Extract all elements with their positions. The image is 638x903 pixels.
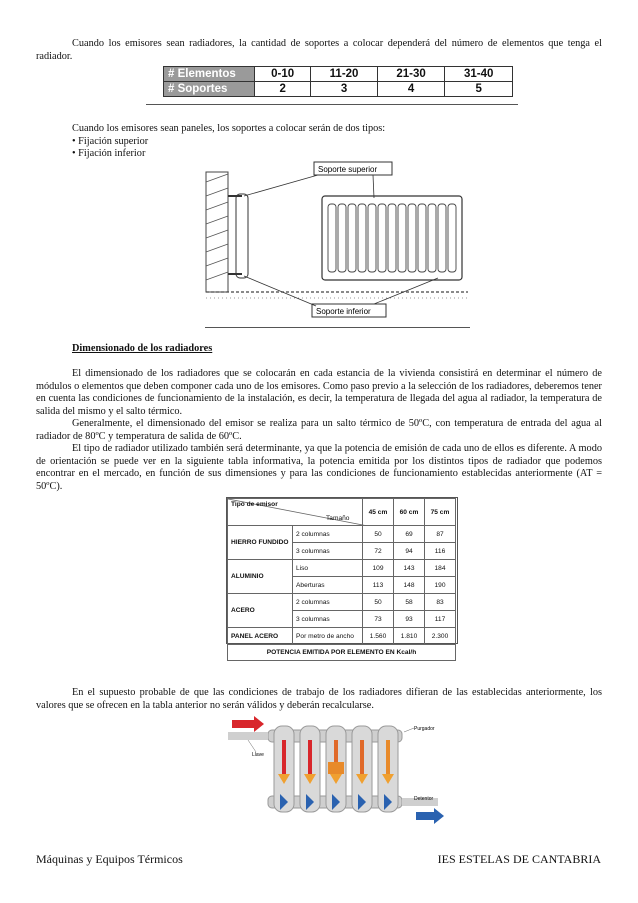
group-name: HIERRO FUNDIDO	[228, 526, 293, 560]
table-cell: 3	[311, 82, 377, 97]
column-header: 75 cm	[425, 499, 456, 526]
paragraph-radiator-type: El tipo de radiador utilizado también será determinante, ya que la potencia de emisión de cada uno de ellos es diferente. A modo de orientación se puede ver en la siguiente tabla informativa, la potencia emitida por los distintos tipos de radiador que podemos encontrar en el mercado, en función de sus dimensiones y para las condiciones de funcionamiento establecidas anteriormente (AT = 50ºC).	[36, 443, 602, 492]
cold-outlet-arrow	[416, 808, 444, 824]
paragraph-supports: Cuando los emisores sean radiadores, la cantidad de soportes a colocar dependerá del número de elementos que tenga el radiador.	[36, 38, 602, 62]
divider	[146, 104, 518, 105]
bullet-top: • Fijación superior	[72, 135, 149, 147]
table-footer-row	[228, 645, 456, 661]
table-cell: 11-20	[311, 67, 377, 82]
table-cell: 184	[425, 560, 456, 577]
table-footer: POTENCIA EMITIDA POR ELEMENTO EN Kcal/h	[228, 645, 456, 661]
table-cell: 1.810	[394, 628, 425, 645]
table-cell: # Soportes	[164, 82, 255, 97]
panels-intro: Cuando los emisores sean paneles, los soportes a colocar serán de dos tipos:	[72, 123, 386, 134]
section-heading: Dimensionado de los radiadores	[72, 343, 213, 354]
hot-inlet-arrow	[232, 716, 264, 732]
paragraph-dimensioning: El dimensionado de los radiadores que se colocarán en cada estancia de la vivienda consistirá en determinar el número de módulos o elementos que deben componer cada uno de los emisores. Como paso previo a la selección de los radiadores, deberemos tener en cuenta las condiciones de funcionamiento de la instalación, es decir, la temperatura de llegada del agua al radiador, la temperatura de salida del mismo y el salto térmico.	[36, 368, 602, 417]
table-cell: 116	[425, 543, 456, 560]
table-cell: 2.300	[425, 628, 456, 645]
label-bottom-support: Soporte inferior	[316, 307, 371, 316]
table-cell: 109	[363, 560, 394, 577]
footer-right: IES ESTELAS DE CANTABRIA	[437, 852, 601, 866]
label-valve: Llave	[252, 752, 264, 758]
table-cell: 143	[394, 560, 425, 577]
table-cell: 93	[394, 611, 425, 628]
table-cell: 1.560	[363, 628, 394, 645]
table-cell: 148	[394, 577, 425, 594]
table-cell: 72	[363, 543, 394, 560]
row-label: Liso	[293, 560, 363, 577]
panel-supports-diagram	[198, 158, 476, 330]
radiator-flow-diagram	[228, 716, 448, 826]
heat-box	[328, 762, 344, 774]
row-label: 2 columnas	[293, 594, 363, 611]
paragraph-recalculate: En el supuesto probable de que las condiciones de trabajo de los radiadores difieran de las establecidas anteriormente, los valores que se ofrecen en la tabla anterior no serán válidos y deberán recalcularse.	[36, 687, 602, 711]
table-row	[228, 594, 456, 611]
row-label: Aberturas	[293, 577, 363, 594]
footer-left: Máquinas y Equipos Térmicos	[36, 852, 183, 866]
table-row	[228, 560, 456, 577]
row-label: Por metro de ancho	[293, 628, 363, 645]
table-cell: 50	[363, 594, 394, 611]
paragraph-thermal-jump: Generalmente, el dimensionado del emisor se realiza para un salto térmico de 50ºC, con temperatura de entrada del agua al radiador de 80ºC y temperatura de salida de 60ºC.	[36, 418, 602, 442]
table-cell: 5	[445, 82, 513, 97]
table-cell: 190	[425, 577, 456, 594]
label-top-support: Soporte superior	[318, 165, 378, 174]
table-cell: 31-40	[445, 67, 513, 82]
row-label: 2 columnas	[293, 526, 363, 543]
header-type: Tipo de emisor	[231, 501, 278, 508]
table-cell: 58	[394, 594, 425, 611]
column-header: 45 cm	[363, 499, 394, 526]
paragraph-panels	[72, 123, 592, 161]
table-cell: 117	[425, 611, 456, 628]
supports-table	[163, 66, 513, 97]
column-header: 60 cm	[394, 499, 425, 526]
group-name: PANEL ACERO	[228, 628, 293, 645]
table-cell: 0-10	[255, 67, 311, 82]
table-row	[228, 526, 456, 543]
row-label: 3 columnas	[293, 611, 363, 628]
bullet-bottom: • Fijación inferior	[72, 148, 146, 160]
table-header-row	[228, 499, 456, 526]
table-corner-cell	[228, 499, 363, 526]
table-cell: 2	[255, 82, 311, 97]
divider	[205, 327, 470, 328]
emitter-table	[227, 498, 456, 661]
table-cell: 21-30	[377, 67, 445, 82]
group-name: ALUMINIO	[228, 560, 293, 594]
table-cell: 83	[425, 594, 456, 611]
header-size: Tamaño	[326, 515, 350, 522]
table-cell: 50	[363, 526, 394, 543]
table-cell: 69	[394, 526, 425, 543]
supports-header-row	[164, 67, 513, 82]
table-cell: 94	[394, 543, 425, 560]
label-purger: Purgador	[414, 726, 435, 732]
table-row	[228, 628, 456, 645]
table-cell: 113	[363, 577, 394, 594]
group-name: ACERO	[228, 594, 293, 628]
table-cell: # Elementos	[164, 67, 255, 82]
table-cell: 4	[377, 82, 445, 97]
label-detentor: Detentor	[414, 796, 434, 802]
table-cell: 73	[363, 611, 394, 628]
table-cell: 87	[425, 526, 456, 543]
supports-row	[164, 82, 513, 97]
row-label: 3 columnas	[293, 543, 363, 560]
